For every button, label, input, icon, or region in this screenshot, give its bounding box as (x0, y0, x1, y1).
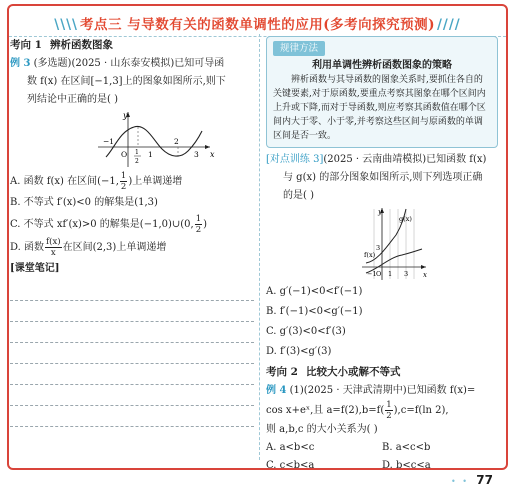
note-line (10, 385, 254, 406)
example-3 (10, 55, 254, 73)
frac-den: 2 (195, 225, 202, 235)
practice-option-c[interactable]: C. g′(3)<0<f′(3) (266, 326, 346, 337)
opt-c-post: ) (203, 219, 208, 230)
tick-half-num: 1 (135, 149, 139, 156)
label-origin: O (121, 150, 128, 159)
page-title (9, 13, 506, 33)
title-decoration-left: \\\\ (54, 17, 78, 33)
title-bar (9, 6, 506, 37)
practice-text-2: 与 g(x) 的部分图象如图所示,则下列选项正确 (283, 172, 483, 183)
note-line (10, 343, 254, 364)
ex4-option-a[interactable]: A. a<b<c (266, 442, 315, 453)
strategy-text: 辨析函数与其导函数的图象关系时,要抓住各自的关键要素,对于原函数,要重点考察其图象在哪个区间内上升或下降,而对于导函数,则应考察其函数值在哪个区间内大于零、小于零,并考察这些区间与原函数的单调区间是否一致。 (273, 75, 486, 141)
opt-a-pre: A. 函数 f(x) 在区间 (10, 176, 98, 187)
label-x: x (210, 150, 215, 159)
function-graph-1 (10, 109, 254, 169)
ex4-line2-pre: cos x+eˣ,且 a=f(2),b=f( (266, 405, 385, 416)
label-gx: g(x) (399, 215, 412, 223)
option-c[interactable] (10, 214, 254, 235)
label-y: y (123, 111, 128, 120)
ex4-fraction (385, 400, 392, 421)
section-heading-2 (266, 363, 498, 381)
practice-text-3: 的是( ) (283, 190, 314, 201)
practice-label: [对点训练 3] (266, 154, 324, 165)
tick-half-den: 2 (135, 158, 139, 165)
practice-3 (266, 151, 498, 169)
right-column (266, 36, 498, 475)
strategy-tag: 规律方法 (273, 41, 325, 56)
option-d[interactable] (10, 237, 254, 258)
heading-number: 考向 2 (266, 366, 298, 378)
title-decoration-right: //// (436, 17, 461, 33)
example-label: 例 4 (266, 385, 287, 396)
opt-d-fraction (45, 237, 62, 258)
notes-area[interactable] (10, 280, 254, 427)
label-origin: O (376, 270, 382, 278)
ex4-option-b[interactable]: B. a<c<b (382, 442, 431, 453)
frac-num: 1 (120, 171, 127, 181)
tick-2: 2 (174, 137, 179, 146)
frac-num: 1 (386, 400, 392, 410)
label-fx: f(x) (364, 251, 376, 259)
ex4-option-c[interactable]: C. c<b<a (266, 460, 315, 471)
note-line (10, 364, 254, 385)
page-number: 77 (476, 473, 493, 487)
label-x: x (423, 271, 427, 279)
frac-num: f(x) (46, 237, 61, 247)
strategy-heading: 利用单调性辨析函数图象的策略 (312, 60, 452, 71)
practice-option-a[interactable]: A. g′(−1)<0<f′(−1) (266, 286, 363, 297)
x-axis-arrow (421, 265, 426, 269)
opt-c-pre: C. 不等式 xf′(x)>0 的解集是(−1,0)∪(0, (10, 219, 194, 230)
frac-den: x (50, 248, 56, 258)
opt-d-post: 在区间(2,3)上单调递增 (62, 242, 167, 253)
tick-neg1: −1 (367, 270, 377, 278)
ex4-options-row-1 (266, 439, 498, 457)
title-text: 考点三 与导数有关的函数单调性的应用(多考向探究预测) (80, 17, 435, 33)
opt-a-fraction (120, 171, 127, 192)
option-b[interactable]: B. 不等式 f′(x)<0 的解集是(1,3) (10, 197, 158, 208)
heading-text: 辨析函数图象 (49, 39, 113, 51)
function-graph-2 (266, 205, 498, 281)
example-4-line-2 (266, 400, 498, 421)
tick-3: 3 (194, 150, 199, 159)
tick-3: 3 (404, 270, 409, 278)
example-4 (266, 382, 498, 400)
opt-c-fraction (195, 214, 202, 235)
strategy-box (266, 36, 498, 148)
example-4-line-3: 则 a,b,c 的大小关系为( ) (266, 424, 378, 435)
note-line (10, 322, 254, 343)
heading-text: 比较大小或解不等式 (305, 366, 401, 378)
section-heading-1 (10, 36, 254, 54)
label-y: y (378, 208, 382, 216)
practice-text-1: (2025 · 云南曲靖模拟)已知函数 f(x) (323, 154, 487, 165)
note-line (10, 301, 254, 322)
practice-option-b[interactable]: B. f′(−1)<0<g′(−1) (266, 306, 363, 317)
ex4-options-row-2 (266, 457, 498, 475)
example-text-1: (多选题)(2025 · 山东泰安模拟)已知可导函 (33, 58, 225, 69)
option-a[interactable] (10, 171, 254, 192)
example-text-1: (1)(2025 · 天津武清期中)已知函数 f(x)= (289, 385, 476, 396)
ex4-line2-post: ),c=f(ln 2), (393, 405, 449, 416)
opt-a-mid: (−1, (97, 176, 119, 187)
opt-a-post: )上单调递增 (128, 176, 183, 187)
heading-number: 考向 1 (10, 39, 42, 51)
frac-num: 1 (195, 214, 202, 224)
frac-den: 2 (386, 411, 392, 421)
practice-option-d[interactable]: D. f′(3)<g′(3) (266, 346, 332, 357)
note-line (10, 280, 254, 301)
example-label: 例 3 (10, 58, 31, 69)
left-column (10, 36, 254, 427)
example-text-3: 列结论中正确的是( ) (27, 94, 118, 105)
footer-dots: • • (451, 477, 469, 486)
tick-1: 1 (148, 150, 153, 159)
frac-den: 2 (120, 182, 127, 192)
tick-neg1: −1 (103, 137, 115, 146)
opt-d-pre: D. 函数 (10, 242, 45, 253)
x-axis-arrow (205, 145, 210, 149)
tick-y3: 3 (376, 244, 381, 252)
example-text-2: 数 f(x) 在区间[−1,3]上的图象如图所示,则下 (27, 76, 226, 87)
column-divider (259, 34, 260, 460)
notes-label: [课堂笔记] (10, 263, 60, 274)
note-line (10, 406, 254, 427)
ex4-option-d[interactable]: D. b<c<a (382, 460, 431, 471)
tick-1: 1 (388, 270, 393, 278)
